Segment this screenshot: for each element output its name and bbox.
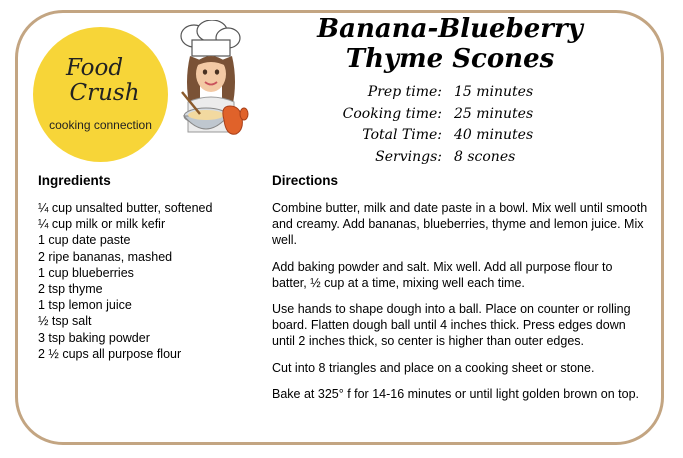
meta-label: Total Time:	[362, 127, 442, 143]
ingredients-heading: Ingredients	[38, 173, 111, 188]
ingredient-item: 1 cup blueberries	[38, 265, 134, 280]
ingredient-item: 2 ½ cups all purpose flour	[38, 346, 182, 361]
meta-label: Cooking time:	[342, 105, 442, 122]
meta-value: 8 scones	[454, 148, 516, 165]
direction-step: Cut into 8 triangles and place on a cooking sheet or stone.	[272, 360, 595, 375]
ingredient-item: 3 tsp baking powder	[38, 330, 150, 345]
recipe-title-line1: Banana-Blueberry	[317, 14, 583, 44]
logo-text-crush: Crush	[69, 80, 140, 106]
chef-avatar-icon	[170, 20, 250, 148]
meta-value: 40 minutes	[454, 127, 534, 143]
ingredient-item: 2 ripe bananas, mashed	[38, 249, 173, 264]
recipe-title-line2: Thyme Scones	[345, 44, 555, 74]
ingredients-list	[38, 200, 212, 362]
ingredient-item: ½ tsp salt	[38, 314, 92, 329]
recipe-title	[300, 14, 600, 74]
ingredient-item: 2 tsp thyme	[38, 282, 103, 297]
meta-total-time	[300, 125, 533, 147]
direction-step: Bake at 325° f for 14-16 minutes or until light golden brown on top.	[272, 386, 640, 401]
meta-cooking-time	[300, 104, 533, 126]
logo-text-food: Food	[65, 55, 124, 81]
ingredient-item: 1 tsp lemon juice	[38, 298, 132, 313]
directions-list	[272, 200, 650, 412]
direction-step: Combine butter, milk and date paste in a bowl. Mix well until smooth and creamy. Add bananas, blueberries, thyme and lemon juice. Mix well.	[272, 201, 648, 248]
meta-servings	[300, 147, 533, 169]
meta-value: 15 minutes	[454, 84, 534, 100]
meta-label: Servings:	[375, 148, 442, 165]
directions-heading: Directions	[272, 173, 339, 188]
ingredient-item: ¼ cup milk or milk kefir	[38, 217, 166, 232]
recipe-meta	[300, 82, 533, 168]
direction-step: Add baking powder and salt. Mix well. Add all purpose flour to batter, ½ cup at a time, mixing well each time.	[272, 259, 613, 290]
meta-value: 25 minutes	[454, 105, 534, 122]
meta-prep-time	[300, 82, 533, 104]
ingredient-item: ¼ cup unsalted butter, softened	[38, 201, 213, 215]
meta-label: Prep time:	[367, 84, 442, 100]
logo-tagline: cooking connection	[49, 118, 152, 132]
ingredient-item: 1 cup date paste	[38, 233, 131, 248]
food-crush-logo	[33, 27, 168, 162]
direction-step: Use hands to shape dough into a ball. Place on counter or rolling board. Flatten dough ball until 4 inches thick. Press edges down until 2 inches thick, so center is higher than outer edges.	[272, 302, 631, 349]
